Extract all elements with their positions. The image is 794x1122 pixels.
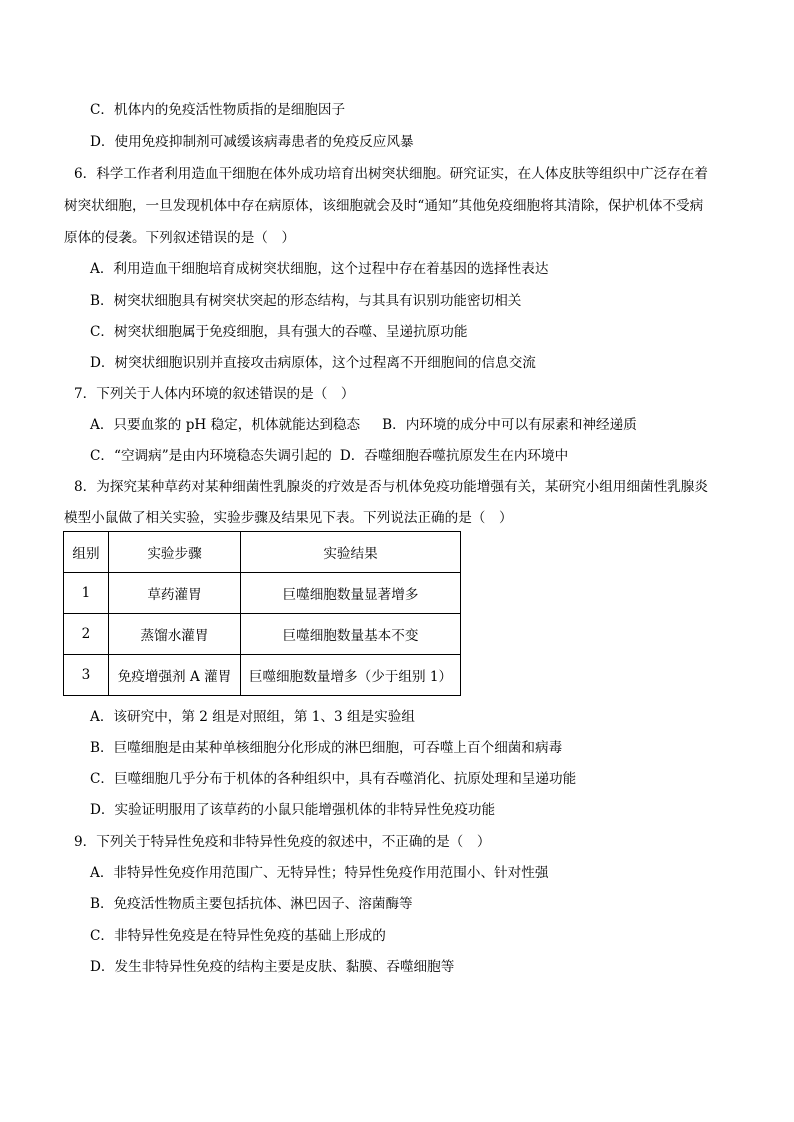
table-header-group: 组别 <box>64 532 109 573</box>
q6-option-a: A．利用造血干细胞培育成树突状细胞，这个过程中存在着基因的选择性表达 <box>90 261 549 277</box>
q8-option-b: B．巨噬细胞是由某种单核细胞分化形成的淋巴细胞，可吞噬上百个细菌和病毒 <box>90 740 563 756</box>
q7-options-row-1 <box>90 415 637 435</box>
table-header-row <box>64 532 461 573</box>
table-cell-result: 巨噬细胞数量显著增多 <box>241 573 461 614</box>
q8-stem-line-1: 8．为探究某种草药对某种细菌性乳腺炎的疗效是否与机体免疫功能增强有关，某研究小组用细菌性乳腺炎 <box>74 479 708 495</box>
q8-option-a: A．该研究中，第 2 组是对照组，第 1、3 组是实验组 <box>90 709 415 725</box>
q6-stem-line-2: 树突状细胞，一旦发现机体中存在病原体，该细胞就会及时“通知”其他免疫细胞将其清除，保护机体不受病 <box>64 198 704 214</box>
q7-option-c: C．“空调病”是由内环境稳态失调引起的 <box>90 448 332 464</box>
q7-option-b: B．内环境的成分中可以有尿素和神经递质 <box>382 417 637 433</box>
q8-option-d: D．实验证明服用了该草药的小鼠只能增强机体的非特异性免疫功能 <box>90 802 496 818</box>
table-row <box>64 614 461 655</box>
table-cell-group: 1 <box>64 573 109 614</box>
table-row <box>64 573 461 614</box>
q6-stem-line-1: 6．科学工作者利用造血干细胞在体外成功培育出树突状细胞。研究证实，在人体皮肤等组织中广泛存在着 <box>74 166 708 182</box>
q8-stem-line-2: 模型小鼠做了相关实验，实验步骤及结果见下表。下列说法正确的是（ ） <box>64 510 513 526</box>
q9-option-a: A．非特异性免疫作用范围广、无特异性；特异性免疫作用范围小、针对性强 <box>90 865 549 881</box>
table-cell-group: 3 <box>64 655 109 696</box>
table-row <box>64 655 461 696</box>
q7-option-a: A．只要血浆的 pH 稳定，机体就能达到稳态 <box>90 417 361 433</box>
q6-option-d: D．树突状细胞识别并直接攻击病原体，这个过程离不开细胞间的信息交流 <box>90 355 536 371</box>
prev-option-c: C．机体内的免疫活性物质指的是细胞因子 <box>90 102 346 118</box>
q6-option-c: C．树突状细胞属于免疫细胞，具有强大的吞噬、呈递抗原功能 <box>90 324 468 340</box>
q9-option-b: B．免疫活性物质主要包括抗体、淋巴因子、溶菌酶等 <box>90 896 413 912</box>
q9-option-c: C．非特异性免疫是在特异性免疫的基础上形成的 <box>90 928 386 944</box>
q9-stem: 9．下列关于特异性免疫和非特异性免疫的叙述中，不正确的是（ ） <box>74 834 491 850</box>
q8-option-c: C．巨噬细胞几乎分布于机体的各种组织中，具有吞噬消化、抗原处理和呈递功能 <box>90 771 577 787</box>
q7-stem: 7．下列关于人体内环境的叙述错误的是（ ） <box>74 386 355 402</box>
table-cell-step: 草药灌胃 <box>109 573 241 614</box>
q7-option-d: D．吞噬细胞吞噬抗原发生在内环境中 <box>339 448 569 464</box>
prev-option-d: D．使用免疫抑制剂可减缓该病毒患者的免疫反应风暴 <box>90 134 414 150</box>
table-cell-result: 巨噬细胞数量基本不变 <box>241 614 461 655</box>
table-cell-result: 巨噬细胞数量增多（少于组别 1） <box>241 655 461 696</box>
q6-stem-line-3: 原体的侵袭。下列叙述错误的是（ ） <box>64 230 296 246</box>
table-header-steps: 实验步骤 <box>109 532 241 573</box>
q9-option-d: D．发生非特异性免疫的结构主要是皮肤、黏膜、吞噬细胞等 <box>90 959 455 975</box>
table-cell-step: 蒸馏水灌胃 <box>109 614 241 655</box>
q7-options-row-2 <box>90 446 568 466</box>
table-cell-group: 2 <box>64 614 109 655</box>
experiment-table <box>63 531 461 696</box>
table-header-results: 实验结果 <box>241 532 461 573</box>
q6-option-b: B．树突状细胞具有树突状突起的形态结构，与其具有识别功能密切相关 <box>90 293 522 309</box>
table-cell-step: 免疫增强剂 A 灌胃 <box>109 655 241 696</box>
